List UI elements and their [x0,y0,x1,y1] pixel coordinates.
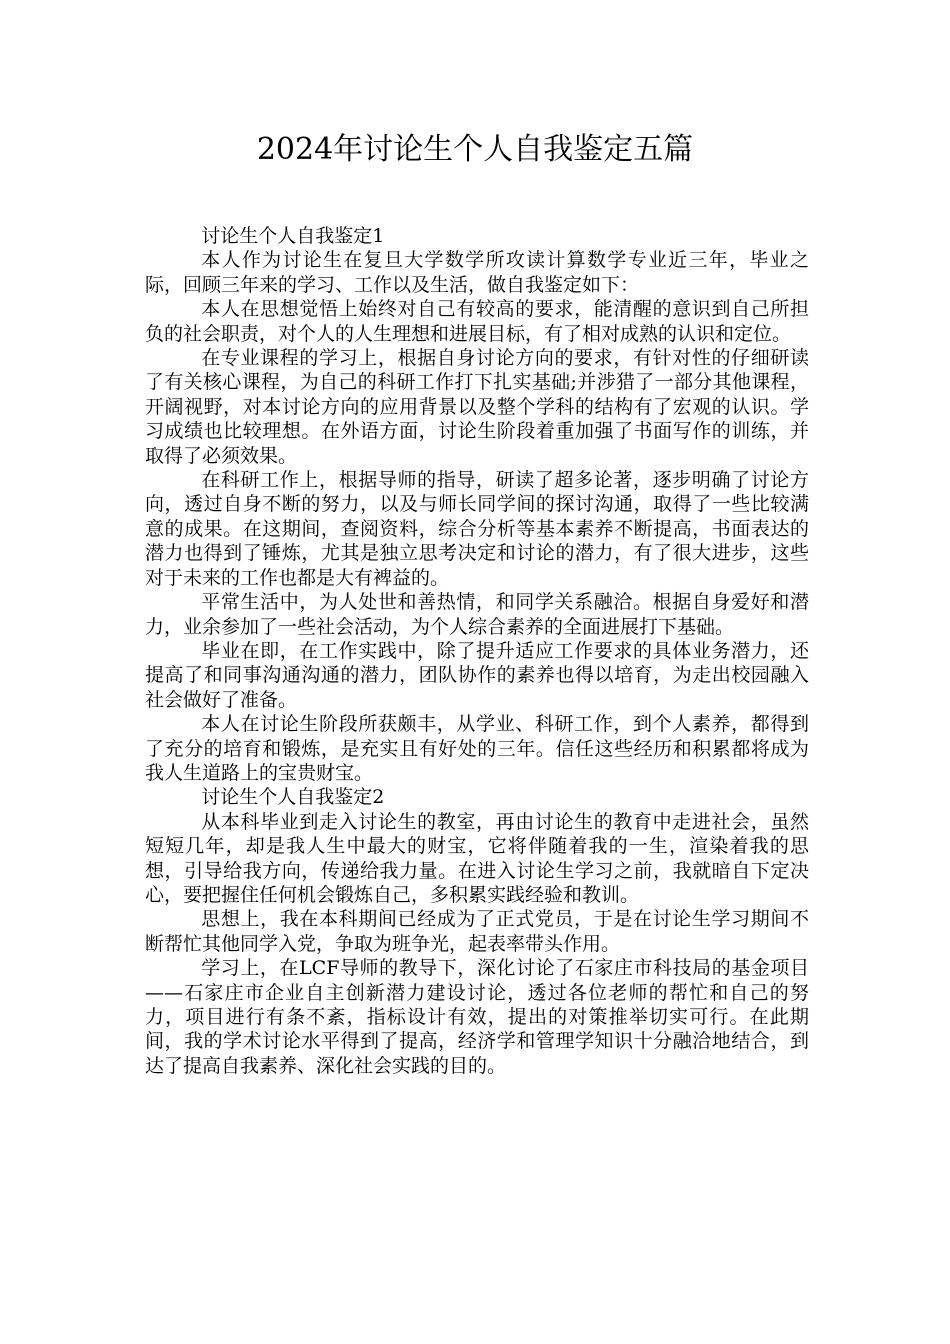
paragraph: 平常生活中，为人处世和善热情，和同学关系融洽。根据自身爱好和潜力，业余参加了一些社会活动，为个人综合素养的全面进展打下基础。 [145,591,809,638]
paragraph: 本人在讨论生阶段所获颇丰，从学业、科研工作，到个人素养，都得到了充分的培育和锻炼，是充实且有好处的三年。信任这些经历和积累都将成为我人生道路上的宝贵财宝。 [145,713,809,784]
document-body [145,224,809,1078]
paragraph: 毕业在即，在工作实践中，除了提升适应工作要求的具体业务潜力，还提高了和同事沟通沟通的潜力，团队协作的素养也得以培育，为走出校园融入社会做好了准备。 [145,639,809,711]
paragraph: 本人作为讨论生在复旦大学数学所攻读计算数学专业近三年，毕业之际，回顾三年来的学习、工作以及生活，做自我鉴定如下： [145,249,809,296]
section-heading: 讨论生个人自我鉴定2 [201,786,385,809]
paragraph: 思想上，我在本科期间已经成为了正式党员，于是在讨论生学习期间不断帮忙其他同学入党，争取为班争光，起表率带头作用。 [145,908,809,955]
paragraph: 从本科毕业到走入讨论生的教室，再由讨论生的教育中走进社会，虽然短短几年，却是我人生中最大的财宝，它将伴随着我的一生，渲染着我的思想，引导给我方向，传递给我力量。在进入讨论生学习之前，我就暗自下定决心，要把握住任何机会锻炼自己，多积累实践经验和教训。 [145,810,809,906]
paragraph: 在专业课程的学习上，根据自身讨论方向的要求，有针对性的仔细研读了有关核心课程，为自己的科研工作打下扎实基础;并涉猎了一部分其他课程，开阔视野，对本讨论方向的应用背景以及整个学科的结构有了宏观的认识。学习成绩也比较理想。在外语方面，讨论生阶段着重加强了书面写作的训练，并取得了必须效果。 [145,347,809,467]
paragraph: 本人在思想觉悟上始终对自己有较高的要求，能清醒的意识到自己所担负的社会职责，对个人的人生理想和进展目标，有了相对成熟的认识和定位。 [145,298,809,345]
paragraph: 学习上，在LCF导师的教导下，深化讨论了石家庄市科技局的基金项目——石家庄市企业自主创新潜力建设讨论，透过各位老师的帮忙和自己的努力，项目进行有条不紊，指标设计有效，提出的对策推举切实可行。在此期间，我的学术讨论水平得到了提高，经济学和管理学知识十分融洽地结合，到达了提高自我素养、深化社会实践的目的。 [145,957,809,1077]
document-title: 2024年讨论生个人自我鉴定五篇 [256,132,694,167]
paragraph: 在科研工作上，根据导师的指导，研读了超多论著，逐步明确了讨论方向，透过自身不断的努力，以及与师长同学间的探讨沟通，取得了一些比较满意的成果。在这期间，查阅资料，综合分析等基本素养不断提高，书面表达的潜力也得到了锤炼，尤其是独立思考决定和讨论的潜力，有了很大进步，这些对于未来的工作也都是大有裨益的。 [145,469,809,589]
section-heading: 讨论生个人自我鉴定1 [201,225,385,247]
